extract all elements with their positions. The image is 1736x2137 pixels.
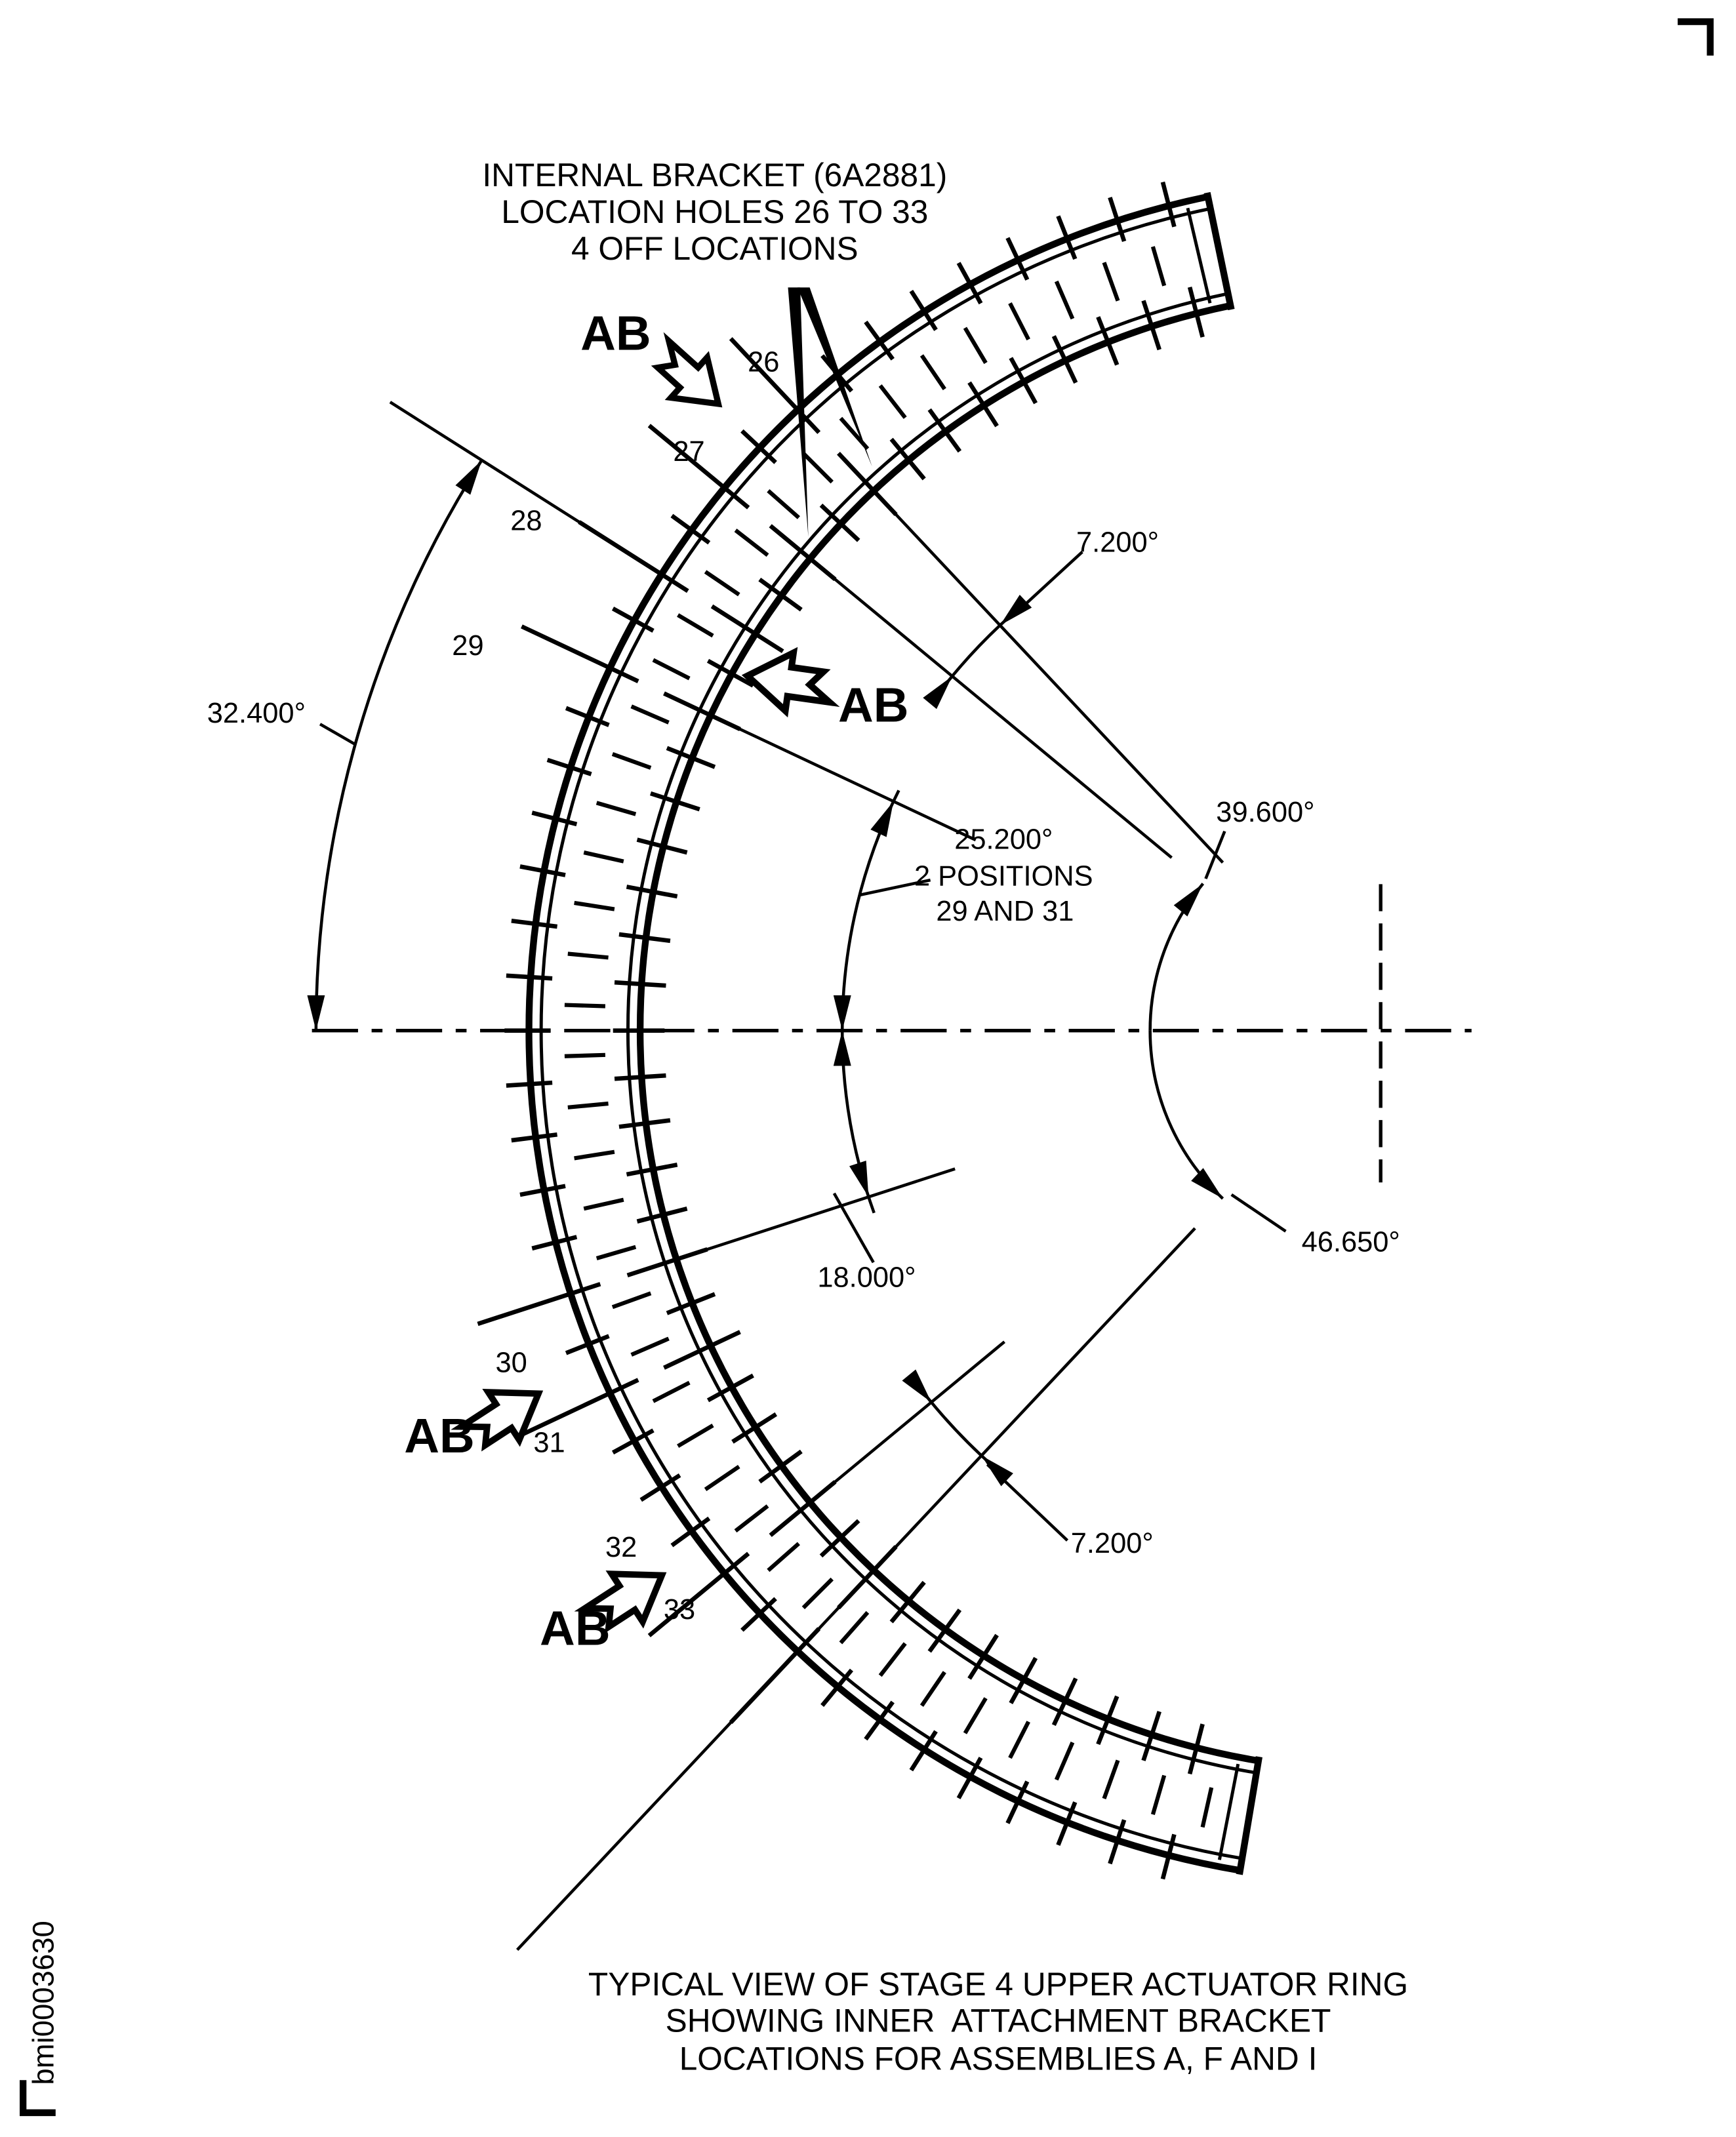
- hole-label-27: 27: [673, 436, 705, 468]
- dim-label-32400: 32.400°: [207, 698, 306, 730]
- dim-label-7200-bottom: 7.200°: [1070, 1528, 1154, 1560]
- caption-line-3: LOCATIONS FOR ASSEMBLIES A, F AND I: [679, 2041, 1318, 2078]
- annotation-line-3: 4 OFF LOCATIONS: [571, 231, 858, 268]
- annotation-line-1: INTERNAL BRACKET (6A2881): [482, 157, 948, 195]
- dim-label-25200-note2: 29 AND 31: [936, 896, 1074, 928]
- dim-label-7200-top: 7.200°: [1076, 527, 1160, 559]
- hole-label-28: 28: [510, 506, 542, 537]
- hole-label-31: 31: [533, 1428, 565, 1460]
- caption-line-2: SHOWING INNER ATTACHMENT BRACKET: [665, 2003, 1331, 2041]
- view-arrow-icon: [743, 647, 836, 716]
- sheet-corner-marks: [23, 22, 1710, 2113]
- view-label-ab-4: AB: [540, 1600, 611, 1656]
- annotation-line-2: LOCATION HOLES 26 TO 33: [501, 194, 929, 231]
- dim-label-46650: 46.650°: [1301, 1227, 1400, 1259]
- annotation-leader-slivers: [788, 287, 872, 537]
- view-label-ab-2: AB: [838, 677, 909, 732]
- hole-label-30: 30: [495, 1348, 527, 1380]
- ring-end-caps: [1188, 193, 1259, 1875]
- hole-label-26: 26: [748, 347, 780, 378]
- dim-label-25200: 25.200°: [954, 824, 1053, 856]
- centerlines: [312, 884, 1472, 1182]
- view-label-ab-1: AB: [580, 305, 651, 361]
- view-arrow-icon: [641, 331, 736, 424]
- hole-label-33: 33: [663, 1594, 696, 1626]
- hole-label-29: 29: [452, 630, 484, 662]
- dim-label-25200-note1: 2 POSITIONS: [914, 861, 1093, 892]
- hole-label-32: 32: [605, 1532, 637, 1564]
- dim-label-39600: 39.600°: [1216, 797, 1315, 829]
- dim-label-18000: 18.000°: [817, 1262, 916, 1294]
- view-label-ab-3: AB: [404, 1407, 475, 1464]
- figure-number-side: bmi0003630: [26, 1921, 60, 2085]
- hidden-hole-dashes: [565, 247, 1211, 1827]
- caption-line-1: TYPICAL VIEW OF STAGE 4 UPPER ACTUATOR RING: [588, 1967, 1409, 2004]
